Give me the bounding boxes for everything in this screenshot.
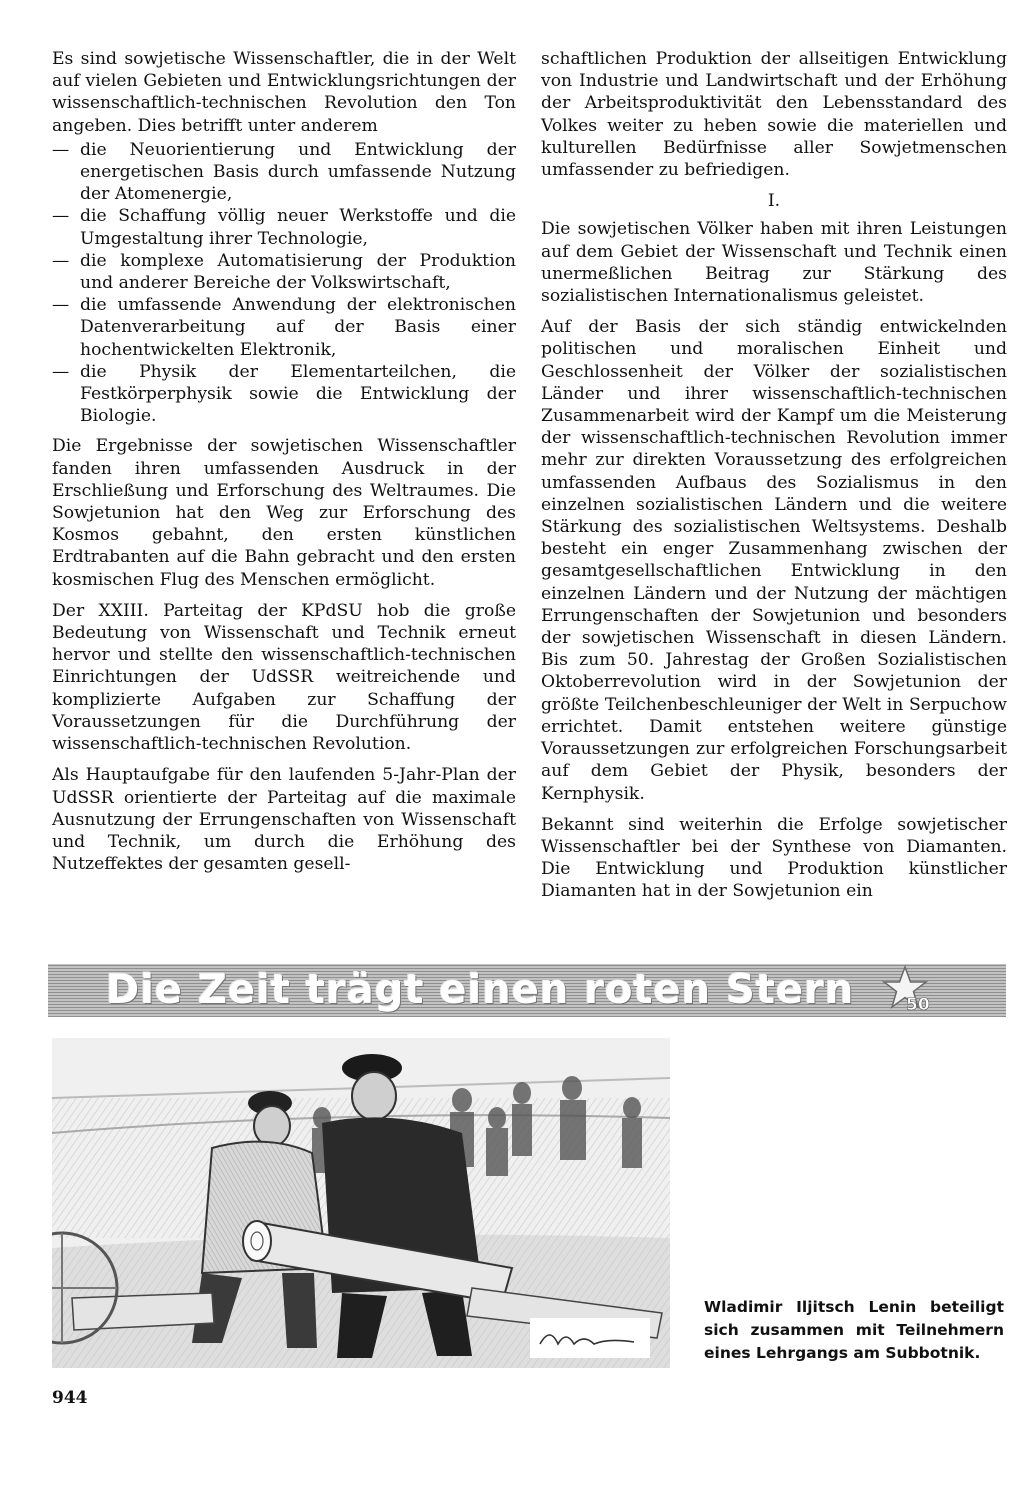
bullet-dash: — xyxy=(52,206,70,227)
paragraph-diamonds: Bekannt sind weiterhin die Erfolge sowjetischer Wissenschaftler bei der Synthese von Diamanten. Die Entwicklung und Produktion künstlicher Diamanten hat in der Sowjetunion ein xyxy=(541,814,1007,902)
bullet-list xyxy=(52,139,516,428)
bullet-dash: — xyxy=(52,250,70,271)
paragraph-five-year-plan: Als Hauptaufgabe für den laufenden 5-Jahr-Plan der UdSSR orientierte der Parteitag auf die maximale Ausnutzung der Errungenschaften von Wissenschaft und Technik, um durch die Erhöhung des Nutzeffektes der gesamten gesell- xyxy=(52,765,516,875)
page-number: 944 xyxy=(52,1388,88,1408)
bullet-item xyxy=(52,139,516,206)
paragraph-internationalism: Die sowjetischen Völker haben mit ihren Leistungen auf dem Gebiet der Wissenschaft und Technik einen unermeßlichen Beitrag zur Stärkung des sozialistischen Internationalismus geleistet. xyxy=(541,219,1007,307)
bullet-text: die umfassende Anwendung der elektronischen Datenverarbeitung auf der Basis einer hochentwickelten Elektronik, xyxy=(80,295,516,360)
bullet-item xyxy=(52,294,516,361)
illustration-drawing xyxy=(52,1038,670,1368)
emblem-number: 50 xyxy=(906,995,930,1015)
bullet-text: die Neuorientierung und Entwicklung der energetischen Basis durch umfassende Nutzung der Atomenergie, xyxy=(80,139,516,205)
paragraph-party-congress: Der XXIII. Parteitag der KPdSU hob die große Bedeutung von Wissenschaft und Technik erneut hervor und stellte den wissenschaftlich-technischen Einrichtungen der UdSSR weitreichende und komplizierte Aufgaben zur Schaffung der Voraussetzungen für die Durchführung der wissenschaftlich-technischen Revolution. xyxy=(52,600,516,755)
bullet-dash: — xyxy=(52,361,70,382)
bullet-item xyxy=(52,205,516,249)
left-column xyxy=(52,48,516,884)
banner-title: Die Zeit trägt einen roten Stern xyxy=(106,967,855,1013)
star-icon xyxy=(870,964,940,1017)
bullet-item xyxy=(52,250,516,294)
right-column xyxy=(541,48,1007,912)
section-heading: I. xyxy=(767,191,781,212)
bullet-text: die Schaffung völlig neuer Werkstoffe und die Umgestaltung ihrer Technologie, xyxy=(80,206,516,249)
bullet-item xyxy=(52,361,516,428)
continuation-paragraph: schaftlichen Produktion der allseitigen Entwicklung von Industrie und Landwirtschaft und der Erhöhung der Arbeitsproduktivität den Lebensstandard des Volkes weiter zu heben sowie die materiellen und kulturellen Bedürfnisse aller Sowjetmenschen umfassender zu befriedigen. xyxy=(541,49,1007,181)
bullet-text: die Physik der Elementarteilchen, die Festkörperphysik sowie die Entwicklung der Biologie. xyxy=(80,361,516,427)
paragraph-cooperation: Auf der Basis der sich ständig entwickelnden politischen und moralischen Einheit und Geschlossenheit der Völker der sozialistischen Länder und ihrer wissenschaftlich-technischen Zusammenarbeit wird der Kampf um die Meisterung der wissenschaftlich-technischen Revolution immer mehr zur direkten Voraussetzung des erfolgreichen umfassenden Aufbaus des Sozialismus in den einzelnen sozialistischen Ländern und die weitere Stärkung des sozialistischen Weltsystems. Deshalb besteht ein enger Zusammenhang zwischen der gesamtgesellschaftlichen Entwicklung in den einzelnen Ländern und der Nutzung der mächtigen Errungenschaften der Sowjetunion und besonders der sowjetischen Wissenschaft in diesen Ländern. Bis zum 50. Jahrestag der Großen Sozialistischen Oktoberrevolution wird in der Sowjetunion der größte Teilchenbeschleuniger der Welt in Serpuchow errichtet. Damit entstehen weitere günstige Voraussetzungen zur erfolgreichen Forschungsarbeit auf dem Gebiet der Physik, besonders der Kernphysik. xyxy=(541,317,1007,804)
bullet-dash: — xyxy=(52,139,70,160)
bullet-text: die komplexe Automatisierung der Produktion und anderer Bereiche der Volkswirtschaft, xyxy=(80,250,516,294)
banner xyxy=(48,964,1006,1017)
intro-paragraph: Es sind sowjetische Wissenschaftler, die in der Welt auf vielen Gebieten und Entwicklungsrichtungen der wissenschaftlich-technischen Revolution den Ton angeben. Dies betrifft unter anderem xyxy=(52,49,516,136)
lenin-subbotnik-illustration xyxy=(52,1038,670,1368)
bullet-dash: — xyxy=(52,295,70,316)
illustration-caption: Wladimir Iljitsch Lenin beteiligt sich zusammen mit Teilnehmern eines Lehrgangs am Subbotnik. xyxy=(704,1298,1004,1362)
paragraph-space-research: Die Ergebnisse der sowjetischen Wissenschaftler fanden ihren umfassenden Ausdruck in der Erschließung und Erforschung des Weltraumes. Die Sowjetunion hat den Weg zur Erforschung des Kosmos gebahnt, den ersten künstlichen Erdtrabanten auf die Bahn gebracht und den ersten kosmischen Flug des Menschen ermöglicht. xyxy=(52,436,516,590)
